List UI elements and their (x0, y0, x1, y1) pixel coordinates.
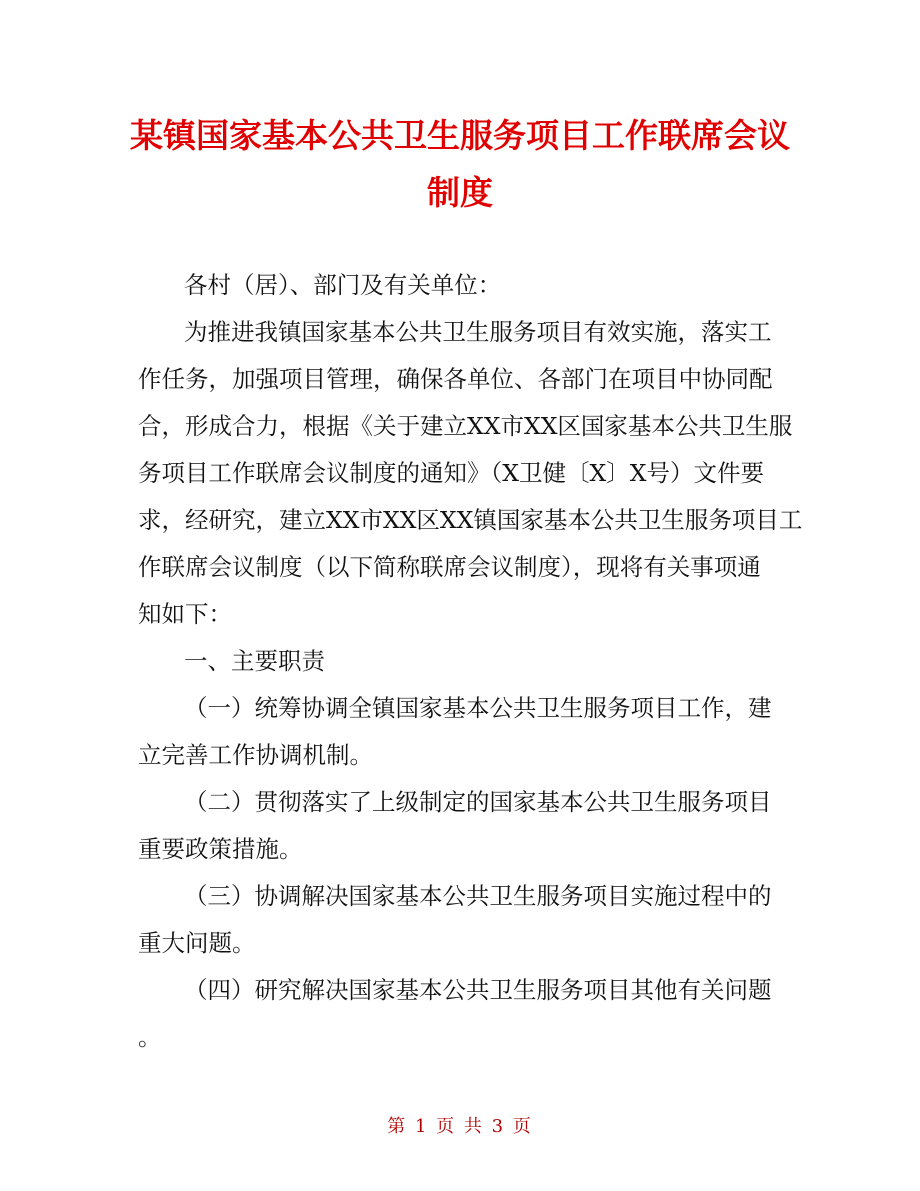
intro-line: 作联席会议制度（以下简称联席会议制度），现将有关事项通 (138, 553, 761, 581)
duty-item-line: （四）研究解决国家基本公共卫生服务项目其他有关问题 (184, 976, 772, 1004)
section-heading: 一、主要职责 (184, 647, 325, 675)
document-title-line-2: 制度 (427, 173, 493, 212)
duty-item-line: 重要政策措施。 (138, 835, 303, 863)
intro-line: 作任务，加强项目管理，确保各单位、各部门在项目中协同配 (138, 365, 773, 393)
intro-line: 求，经研究，建立XX市XX区XX镇国家基本公共卫生服务项目工 (138, 506, 803, 534)
duty-item-line: 立完善工作协调机制。 (138, 741, 373, 769)
duty-item-line: （三）协调解决国家基本公共卫生服务项目实施过程中的 (184, 882, 772, 910)
intro-line: 知如下： (138, 600, 232, 628)
intro-line: 合，形成合力，根据《关于建立XX市XX区国家基本公共卫生服 (138, 412, 793, 440)
intro-line: 务项目工作联席会议制度的通知》（X卫健〔X〕X号）文件要 (138, 459, 764, 487)
duty-item-line: （一）统筹协调全镇国家基本公共卫生服务项目工作，建 (184, 694, 772, 722)
duty-item-line: （二）贯彻落实了上级制定的国家基本公共卫生服务项目 (184, 788, 772, 816)
page-number-footer: 第 1 页 共 3 页 (387, 1116, 533, 1137)
intro-line: 为推进我镇国家基本公共卫生服务项目有效实施，落实工 (184, 318, 772, 346)
salutation: 各村（居）、部门及有关单位： (184, 271, 502, 299)
document-title-line-1: 某镇国家基本公共卫生服务项目工作联席会议 (130, 116, 790, 155)
duty-item-line: 重大问题。 (138, 929, 256, 957)
duty-item-line: 。 (138, 1023, 162, 1051)
